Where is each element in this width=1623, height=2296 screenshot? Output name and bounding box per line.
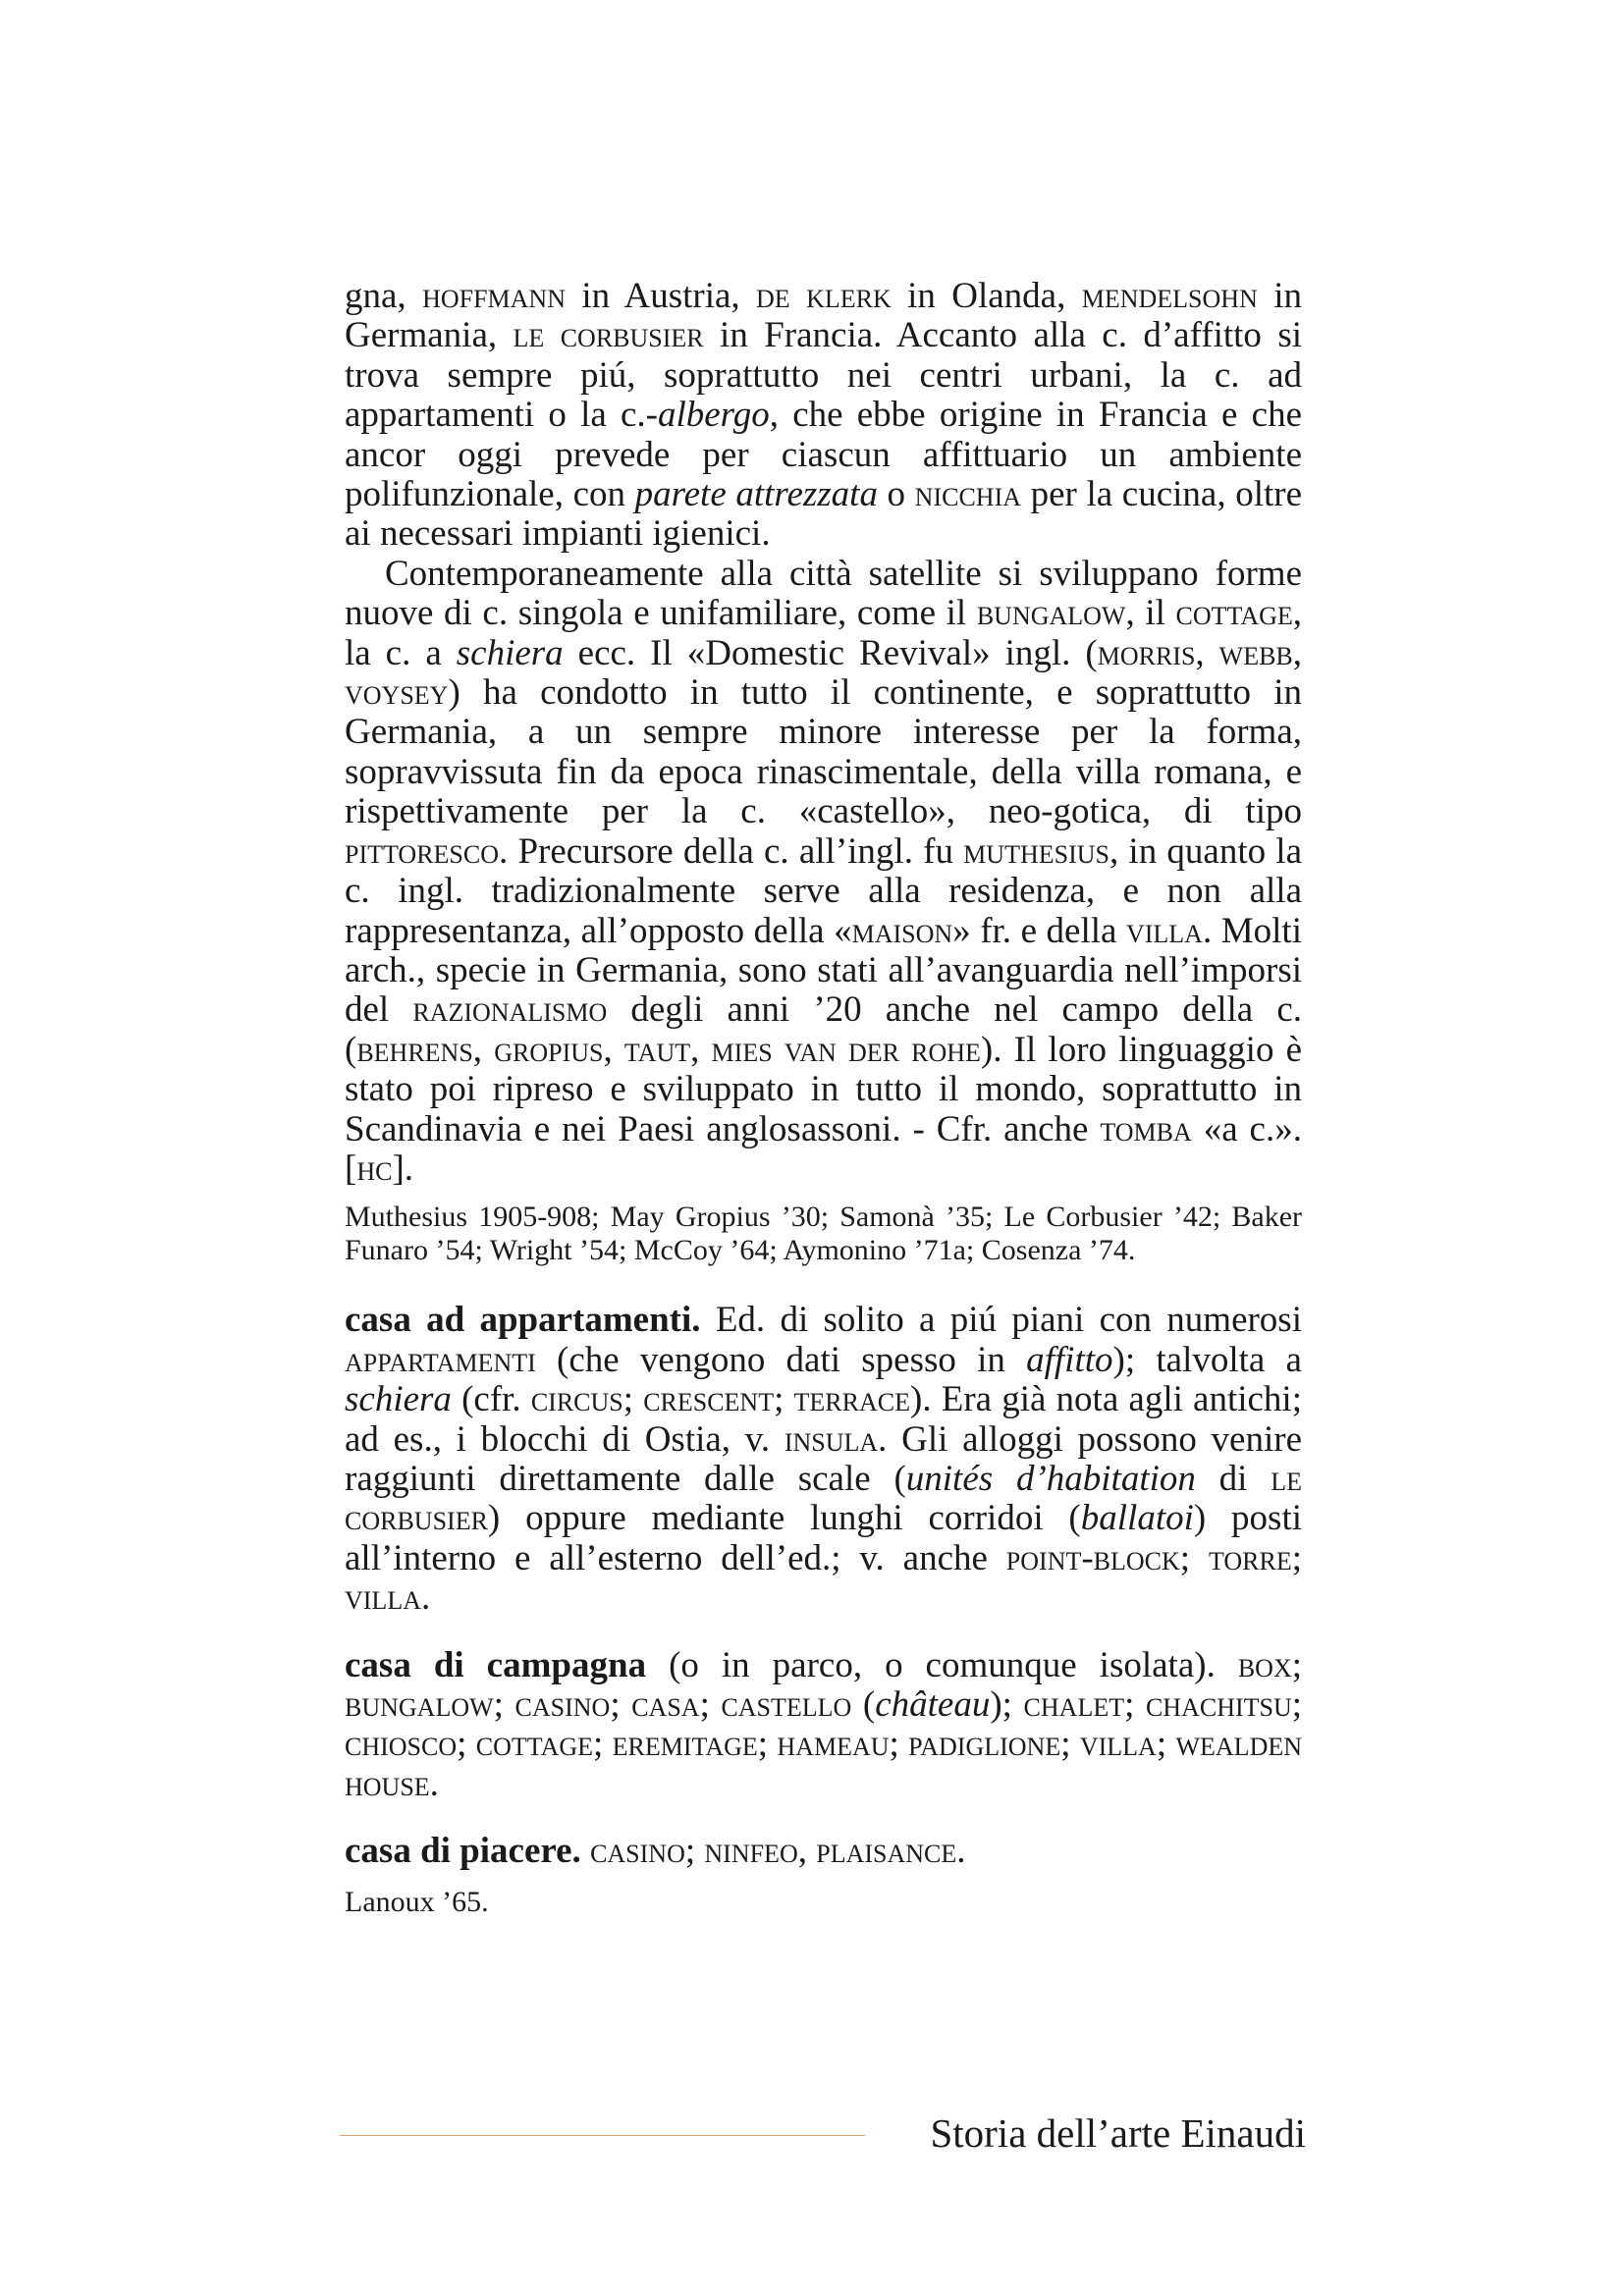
text-run: (: [851, 1684, 876, 1725]
text-run: Contemporaneamente alla città satellite si sviluppano forme nuove di c. singola e unifamiliare, come il: [345, 553, 1302, 634]
text-run: ;: [1291, 1644, 1303, 1685]
text-run: » fr. e della: [952, 910, 1126, 951]
cross-reference: le corbusier: [513, 315, 704, 356]
cross-reference: castello: [721, 1684, 852, 1725]
text-run: .: [429, 1763, 439, 1804]
text-run: ;: [889, 1724, 909, 1765]
cross-reference: nicchia: [914, 474, 1022, 515]
cross-reference: cottage: [1175, 593, 1293, 634]
text-run: . Molti arch., specie in Germania, sono stati all’avanguardia nell’imporsi del: [345, 910, 1302, 1031]
cross-reference: appartamenti: [345, 1339, 536, 1380]
text-run: ;: [684, 1831, 705, 1872]
cross-reference: circus: [530, 1379, 623, 1420]
text-run: «a c.». [: [345, 1108, 1302, 1189]
cross-reference: wealden house: [345, 1724, 1302, 1804]
text-run: ecc. Il «Domestic Revival» ingl. (: [563, 632, 1098, 673]
cross-reference: de klerk: [756, 276, 892, 316]
cross-reference: hameau: [777, 1724, 890, 1765]
text-run: (o in parco, o comunque isolata).: [646, 1644, 1238, 1685]
cross-reference: morris: [1097, 632, 1196, 673]
cross-reference: taut: [623, 1029, 691, 1070]
text-run: ); talvolta a: [1112, 1339, 1302, 1380]
text-run: ). Il loro linguaggio è stato poi ripreso e sviluppato in tutto il mondo, soprattutto in Scandinavia e nei Paesi anglosassoni. - Cfr. anche: [345, 1029, 1303, 1149]
footer-publisher-label: Storia dell’arte Einaudi: [930, 2110, 1306, 2156]
text-run: per la cucina, oltre ai necessari impianti igienici.: [345, 474, 1302, 555]
cross-reference: bungalow: [345, 1684, 494, 1725]
text-run: ;: [610, 1684, 632, 1725]
text-run: ;: [757, 1724, 778, 1765]
text-run: di: [1195, 1458, 1271, 1499]
cross-reference: razionalismo: [412, 989, 608, 1031]
cross-reference: maison: [851, 910, 953, 951]
text-run: ;: [493, 1684, 515, 1725]
text-run: .: [420, 1577, 431, 1619]
entry-casa-di-piacere: [345, 1832, 1302, 1871]
text-run: , la c. a: [345, 593, 1303, 673]
text-run: Ed. di solito a piú piani con numerosi: [700, 1300, 1302, 1341]
cross-reference: hoffmann: [422, 276, 566, 316]
text-run: gna,: [345, 276, 423, 316]
text-run: ,: [797, 1831, 817, 1872]
text-run: (che vengono dati spesso in: [535, 1339, 1027, 1380]
italic-term: unités d’habitation: [905, 1458, 1196, 1499]
cross-reference: hc: [356, 1148, 393, 1189]
text-run: ) posti all’interno e all’esterno dell’ed.; v. anche: [345, 1498, 1303, 1578]
paragraph-casa-affitto: [345, 277, 1302, 555]
cross-reference: plaisance: [816, 1831, 957, 1872]
text-run: ,: [472, 1029, 495, 1070]
text-run: ;: [622, 1379, 644, 1420]
cross-reference: webb: [1218, 632, 1293, 673]
text-run: ,: [1292, 632, 1303, 673]
text-run: .: [956, 1831, 966, 1872]
text-run: );: [990, 1684, 1024, 1725]
cross-reference: chachitsu: [1145, 1684, 1292, 1725]
text-run: degli anni ’20 anche nel campo della c. (: [345, 989, 1302, 1070]
cross-reference: casino: [514, 1684, 611, 1725]
cross-reference: point-block: [1005, 1537, 1180, 1578]
italic-term: ballatoi: [1080, 1498, 1194, 1539]
text-run: ) oppure mediante lunghi corridoi (: [487, 1498, 1081, 1539]
text-run: ;: [1124, 1684, 1146, 1725]
cross-reference: cottage: [475, 1724, 594, 1765]
cross-reference: padiglione: [908, 1724, 1061, 1765]
text-run: ;: [1179, 1537, 1209, 1578]
cross-reference: tomba: [1100, 1108, 1192, 1149]
text-run: ;: [699, 1684, 722, 1725]
text-run: ].: [392, 1148, 414, 1189]
cross-reference: villa: [345, 1577, 421, 1619]
entry-headword: casa di piacere.: [345, 1831, 581, 1872]
cross-reference: muthesius: [963, 830, 1109, 872]
italic-term: albergo: [657, 395, 770, 436]
text-run: in Germania,: [345, 276, 1302, 356]
italic-term: schiera: [345, 1379, 452, 1420]
italic-term: affitto: [1026, 1339, 1113, 1380]
cross-reference: torre: [1208, 1537, 1292, 1578]
text-run: ,: [690, 1029, 712, 1070]
italic-term: château: [875, 1684, 991, 1725]
text-run: in Francia. Accanto alla c. d’affitto si trova sempre piú, soprattutto nei centri urbani, la c. ad appartamenti o la c.-: [345, 315, 1302, 436]
cross-reference: casa: [631, 1684, 700, 1725]
bibliography-casa-di-piacere: Lanoux ’65.: [345, 1885, 489, 1918]
italic-term: schiera: [456, 632, 564, 673]
text-run: ;: [1291, 1537, 1302, 1578]
cross-reference: mies van der rohe: [711, 1029, 981, 1070]
text-run: , in quanto la c. ingl. tradizionalmente serve alla residenza, e non alla rappresentanza, all’opposto della «: [345, 830, 1303, 951]
cross-reference: crescent: [643, 1379, 775, 1420]
bibliography-casa: Muthesius 1905-908; May Gropius ’30; Samonà ’35; Le Corbusier ’42; Baker Funaro ’54; Wright ’54; McCoy ’64; Aymonino ’71a; Cosenza ’74.: [345, 1201, 1302, 1267]
cross-reference: villa: [1125, 910, 1203, 951]
cross-reference: bungalow: [976, 593, 1126, 634]
entry-headword: casa di campagna: [345, 1644, 647, 1685]
cross-reference: casino: [590, 1831, 685, 1872]
text-run: ,: [1195, 632, 1219, 673]
text-run: ). Era già nota agli antichi; ad es., i blocchi di Ostia, v.: [345, 1379, 1302, 1460]
footer-rule: [340, 2135, 865, 2136]
text-run: ;: [1060, 1724, 1080, 1765]
cross-reference: terrace: [793, 1379, 910, 1420]
text-run: ;: [457, 1724, 476, 1765]
text-run: ;: [593, 1724, 613, 1765]
text-column: [345, 277, 1302, 1919]
text-run: , che ebbe origine in Francia e che ancor oggi prevede per ciascun affittuario un ambiente polifunzionale, con: [345, 395, 1302, 515]
text-run: [581, 1831, 590, 1871]
italic-term: parete attrezzata: [634, 474, 878, 515]
cross-reference: box: [1237, 1644, 1292, 1685]
text-run: . Precursore della c. all’ingl. fu: [499, 830, 964, 872]
text-run: in Austria,: [565, 276, 757, 316]
cross-reference: ninfeo: [704, 1831, 798, 1872]
cross-reference: voysey: [345, 672, 449, 714]
text-run: . Gli alloggi possono venire raggiunti direttamente dalle scale (: [345, 1418, 1302, 1499]
cross-reference: mendelsohn: [1081, 276, 1258, 316]
text-run: ,: [603, 1029, 624, 1070]
entry-casa-di-campagna: [345, 1646, 1302, 1805]
cross-reference: pittoresco: [345, 830, 499, 872]
entry-headword: casa ad appartamenti.: [345, 1300, 701, 1341]
text-run: ;: [1291, 1684, 1303, 1725]
text-run: ) ha condotto in tutto il continente, e soprattutto in Germania, a un sempre minore interesse per la forma, sopravvissuta fin da epoca rinascimentale, della villa romana, e rispettivamente per la c. «castello», neo-gotica, di tipo: [345, 672, 1302, 832]
text-run: in Olanda,: [891, 276, 1082, 316]
cross-reference: le corbusier: [345, 1458, 1302, 1539]
cross-reference: villa: [1079, 1724, 1157, 1765]
text-run: (cfr.: [451, 1379, 531, 1420]
text-run: ;: [1156, 1724, 1176, 1765]
entry-casa-ad-appartamenti: [345, 1301, 1302, 1618]
paragraph-casa-singola: [345, 555, 1302, 1190]
cross-reference: behrens: [356, 1029, 473, 1070]
cross-reference: gropius: [494, 1029, 604, 1070]
cross-reference: chalet: [1023, 1684, 1125, 1725]
cross-reference: chiosco: [345, 1724, 458, 1765]
text-run: o: [877, 474, 915, 515]
text-run: ;: [774, 1379, 794, 1420]
cross-reference: insula: [784, 1418, 879, 1460]
cross-reference: eremitage: [612, 1724, 758, 1765]
text-run: , il: [1125, 593, 1176, 634]
